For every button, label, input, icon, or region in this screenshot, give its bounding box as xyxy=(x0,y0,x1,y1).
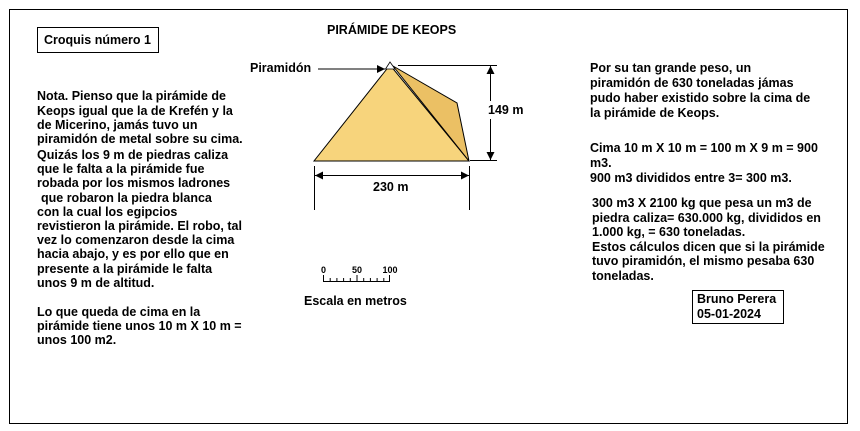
note-line: con la cual los egipcios xyxy=(37,205,178,219)
page-title: PIRÁMIDE DE KEOPS xyxy=(327,23,457,37)
paragraph-line: toneladas. xyxy=(592,269,654,283)
note-line: presente a la pirámide le falta xyxy=(37,262,213,276)
height-label: 149 m xyxy=(488,103,524,117)
paragraph-line: 300 m3 X 2100 kg que pesa un m3 de xyxy=(592,196,812,210)
note-line: unos 100 m2. xyxy=(37,333,117,347)
author-date: 05-01-2024 xyxy=(697,307,761,321)
author-box xyxy=(692,290,784,324)
scale-tick-label: 50 xyxy=(351,265,362,275)
pyramidion-label: Piramidón xyxy=(250,61,312,75)
paragraph-line: piedra caliza= 630.000 kg, divididos en xyxy=(592,211,821,225)
paragraph-line: Estos cálculos dicen que si la pirámide xyxy=(592,240,825,254)
note-line: hacia abajo, y es por ello que en xyxy=(37,247,229,261)
scale-tick-label: 100 xyxy=(382,265,398,275)
paragraph-line: Cima 10 m X 10 m = 100 m X 9 m = 900 xyxy=(590,141,818,155)
paragraph-line: 900 m3 divididos entre 3= 300 m3. xyxy=(590,171,792,185)
note-line: piramidón de metal sobre su cima. xyxy=(37,132,243,146)
scale-tick-label: 0 xyxy=(320,265,326,275)
note-line: que robaron la piedra blanca xyxy=(41,191,212,205)
paragraph-line: m3. xyxy=(590,156,612,170)
note-line: vez lo comenzaron desde la cima xyxy=(37,233,235,247)
note-line: que le falta a la pirámide fue xyxy=(37,162,205,176)
note-line: Keops igual que la de Krefén y la xyxy=(37,104,233,118)
paragraph-line: piramidón de 630 toneladas jámas xyxy=(590,76,794,90)
note-line: robada por los mismos ladrones xyxy=(37,176,231,190)
paragraph-line: pudo haber existido sobre la cima de xyxy=(590,91,811,105)
pyramidion-cap xyxy=(386,62,396,69)
note-line: unos 9 m de altitud. xyxy=(37,276,155,290)
paragraph-line: tuvo piramidón, el mismo pesaba 630 xyxy=(592,254,815,268)
paragraph-line: Por su tan grande peso, un xyxy=(590,61,752,75)
sketch-number-label: Croquis número 1 xyxy=(44,33,151,47)
author-name: Bruno Perera xyxy=(697,292,777,306)
note-line: Quizás los 9 m de piedras caliza xyxy=(37,148,229,162)
note-line: Nota. Pienso que la pirámide de xyxy=(37,89,226,103)
paragraph-line: 1.000 kg, = 630 toneladas. xyxy=(592,225,746,239)
note-line: pirámide tiene unos 10 m X 10 m = xyxy=(37,319,242,333)
sketch-number-box xyxy=(37,27,159,53)
note-line: Lo que queda de cima en la xyxy=(37,305,201,319)
paragraph-line: la pirámide de Keops. xyxy=(590,106,720,120)
base-width-label: 230 m xyxy=(373,180,409,194)
note-line: de Micerino, jamás tuvo un xyxy=(37,118,198,132)
scale-caption: Escala en metros xyxy=(304,294,407,308)
note-line: revistieron la pirámide. El robo, tal xyxy=(37,219,242,233)
